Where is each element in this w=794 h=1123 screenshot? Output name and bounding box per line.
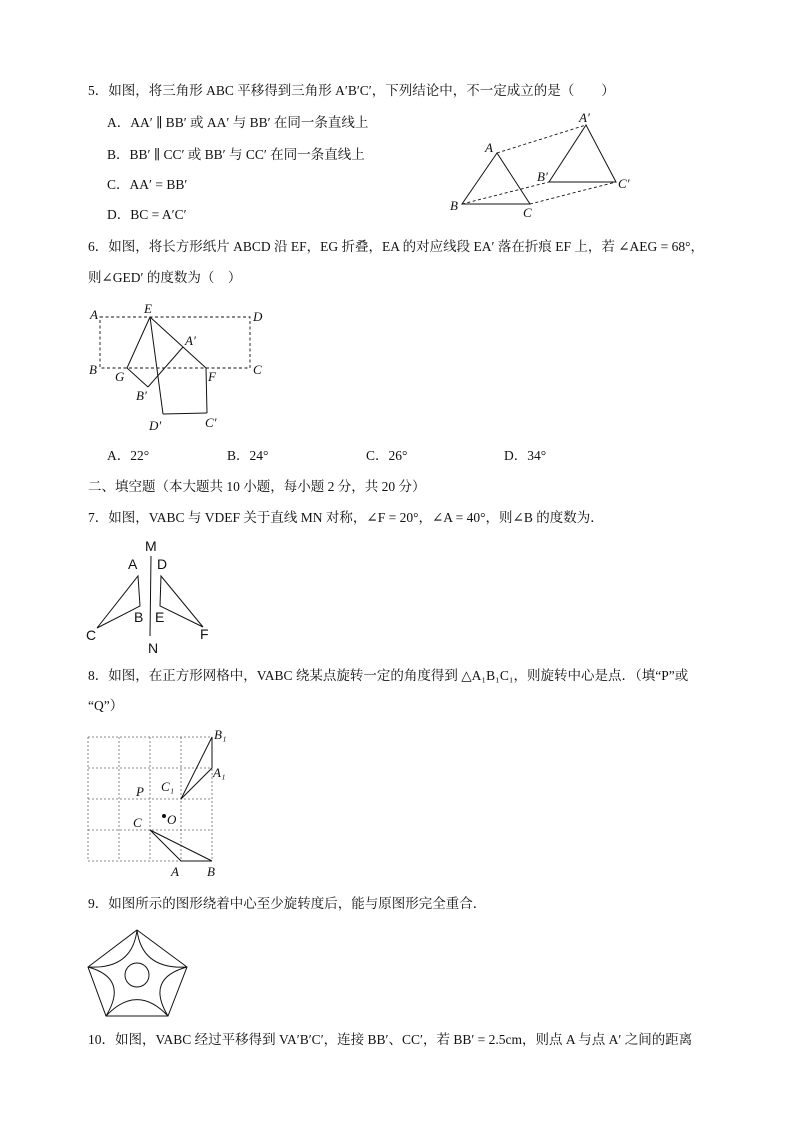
q6-label-f: F [208,369,216,384]
q7-label-m: M [145,538,157,554]
q5-label-b-prime: B′ [537,169,548,184]
q6-segment-c1f [206,368,207,413]
q6-label-d-prime: D′ [149,418,162,433]
q6-option-a: A．22° [107,448,150,463]
q6-label-g: G [115,369,125,384]
q5-segment-cc1 [530,182,616,204]
q6-segment-ed1 [150,317,163,414]
q9-center-circle [125,963,149,987]
q8-label-a1: A₁ [213,765,226,780]
q8-stem-line2: “Q”） [88,698,124,713]
q8-triangle-a1b1c1 [181,737,212,799]
q5-label-a: A [485,140,493,155]
q9-figure [88,930,187,1016]
q10-stem: 10．如图，VABC 经过平移得到 VA′B′C′，连接 BB′、CC′，若 BB′ = 2.5cm，则点 A 与点 A′ 之间的距离 [88,1032,693,1047]
q5-stem: 5．如图，将三角形 ABC 平移得到三角形 A′B′C′，下列结论中，不一定成立的是（ ） [88,83,615,98]
q6-stem-line2: 则∠GED′ 的度数为（ ） [88,270,242,285]
q7-triangle-def [160,576,203,627]
q6-label-a: A [90,307,98,322]
q5-option-d: D．BC = A′C′ [107,207,187,222]
q6-label-b: B [89,362,97,377]
q8-stem-line1: 8．如图，在正方形网格中，VABC 绕某点旋转一定的角度得到 △A₁B₁C₁，则旋转中心是点．（填“P”或 [88,668,689,683]
q5-option-b: B．BB′ ∥ CC′ 或 BB′ 与 CC′ 在同一条直线上 [107,147,365,162]
q7-label-b: B [134,609,144,625]
q6-segment-gb1 [127,368,148,387]
q6-label-c-prime: C′ [205,415,217,430]
q5-figure [450,110,630,220]
q8-triangle-abc [150,830,212,861]
q5-triangle-a1b1c1 [549,125,616,182]
q5-segment-aa1 [497,125,586,153]
section-heading: 二、填空题（本大题共 10 小题，每小题 2 分，共 20 分） [88,479,426,494]
q5-label-c-prime: C′ [618,176,630,191]
q6-option-d: D．34° [504,448,547,463]
q8-label-a: A [171,864,179,879]
q5-label-a-prime: A′ [579,110,590,125]
q6-label-b-prime: B′ [136,388,147,403]
q6-segment-b1a1 [148,347,183,387]
q8-grid [88,737,212,861]
q7-stem: 7．如图，VABC 与 VDEF 关于直线 MN 对称，∠F = 20°，∠A = 40°，则∠B 的度数为． [88,510,604,525]
q7-label-f: F [200,626,209,642]
q6-label-a-prime: A′ [185,333,196,348]
q6-label-e: E [144,301,152,316]
q6-segment-d1c1 [163,413,207,414]
q5-triangle-abc [462,153,530,204]
q7-label-a: A [128,556,138,572]
q7-label-e: E [155,609,165,625]
q7-figure [86,538,209,656]
q6-label-c: C [253,362,262,377]
q7-label-d: D [157,556,168,572]
q6-rectangle-abcd [100,317,250,368]
q9-stem: 9．如图所示的图形绕着中心至少旋转度后，能与原图形完全重合． [88,896,487,911]
q8-label-c1: C₁ [161,779,175,794]
q8-point-o [162,814,166,818]
q6-segment-ef [150,317,206,368]
q5-label-c: C [523,205,532,220]
q7-line-mn [150,556,151,636]
q8-label-o: O [167,812,177,827]
q8-label-p: P [136,784,144,799]
q6-figure [89,301,263,433]
q6-option-c: C．26° [366,448,408,463]
q5-label-b: B [450,198,458,213]
q9-curved-star [88,930,187,1016]
q6-label-d: D [253,309,263,324]
q9-pentagon [88,930,187,1016]
q5-segment-bb1 [462,182,549,204]
q6-option-b: B．24° [227,448,269,463]
q7-triangle-abc [97,576,140,628]
q7-label-n: N [148,640,159,656]
q8-label-b: B [207,864,215,879]
q6-segment-eg [127,317,150,368]
q8-label-b1: B₁ [214,727,227,742]
q8-figure [88,727,226,879]
q7-label-c: C [86,627,97,643]
q5-option-c: C．AA′ = BB′ [107,177,188,192]
q8-label-c: C [133,815,142,830]
q5-option-a: A．AA′ ∥ BB′ 或 AA′ 与 BB′ 在同一条直线上 [107,115,369,130]
q6-stem-line1: 6．如图，将长方形纸片 ABCD 沿 EF，EG 折叠，EA 的对应线段 EA′ 落在折痕 EF 上，若 ∠AEG = 68°， [88,239,705,254]
